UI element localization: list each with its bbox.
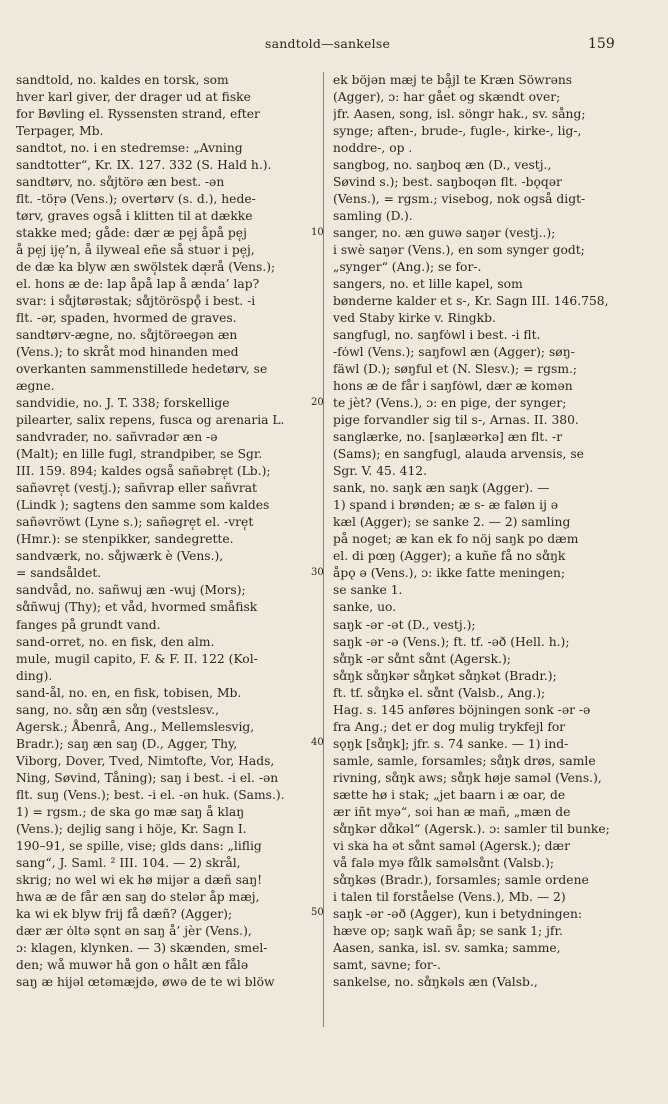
text-line: fäwl (D.); søŋful et (N. Slesv.); = rgsm.; xyxy=(333,362,578,377)
text-line: saŋk -ər -ət (D., vestj.); xyxy=(333,617,476,632)
text-line: fra Ang.; det er dog mulig trykfejl for xyxy=(333,719,566,734)
text-line: sanglærke, no. [saŋlæərkə] æn flt. -r xyxy=(333,430,563,445)
text-line: -fȯwl (Vens.); saŋfowl æn (Agger); søŋ- xyxy=(333,345,575,360)
text-line: sangers, no. et lille kapel, som xyxy=(333,277,523,292)
text-line: pige forvandler sig til s-, Arnas. II. 380. xyxy=(333,413,579,428)
left-column xyxy=(16,72,314,991)
text-line: hæve op; saŋk wañ åp; se sank 1; jfr. xyxy=(333,923,563,938)
text-line: sandtørv, no. sɑ̊jtörə æn best. -ən xyxy=(16,175,225,190)
text-line: sanke, uo. xyxy=(333,600,397,615)
text-line: sañəvre̜t (vestj.); sañvrap eller sañvrat xyxy=(16,481,258,496)
text-line: sank, no. saŋk æn saŋk (Agger). — xyxy=(333,481,550,496)
text-line: stakke med; gåde: dær æ pe̜j åpå pe̜j xyxy=(16,226,247,241)
text-line: sɑ̊ŋk sɑ̊ŋkər sɑ̊ŋkət sɑ̊ŋkət (Bradr.); xyxy=(333,668,557,683)
text-line: ft. tf. sɑ̊ŋkə el. sɑ̊nt (Valsb., Ang.); xyxy=(333,685,546,700)
text-line: 1) spand i brønden; æ s- æ faløn ij ə xyxy=(333,498,559,513)
text-line: Ning, Søvind, Tåning); saŋ i best. -i el. -ən xyxy=(16,770,279,785)
text-line: III. 159. 894; kaldes også sañəbre̜t (Lb.); xyxy=(16,464,271,479)
text-line: sætte hø i stak; „jet baarn i æ oar, de xyxy=(333,787,566,802)
text-line: sɑ̊ŋkǝs (Bradr.), forsamles; samle ordene xyxy=(333,872,589,887)
text-line: ding). xyxy=(16,668,53,683)
text-line: sandtot, no. i en stedremse: „Avning xyxy=(16,141,243,156)
text-line: sanger, no. æn guwə saŋər (vestj..); xyxy=(333,226,556,241)
text-line: sɑ̊ñwuj (Thy); et våd, hvormed småfisk xyxy=(16,600,258,615)
text-line: el. hons æ de: lap åpå lap å ænda’ lap? xyxy=(16,277,260,292)
text-line: å pe̜j ije̜’n, å ilyweal eñe så stuər i pe̜j, xyxy=(16,243,255,258)
text-line: ved Staby kirke v. Ringkb. xyxy=(333,311,496,326)
text-line: sañəvröwt (Lyne s.); sañəgre̜t el. -vre̜t xyxy=(16,515,254,530)
text-line: se sanke 1. xyxy=(333,583,403,598)
text-line: (Agger), ɔ: har gået og skændt over; xyxy=(333,90,561,105)
text-line: i talen til forståelse (Vens.), Mb. — 2) xyxy=(333,889,566,904)
text-line: Sgr. V. 45. 412. xyxy=(333,464,428,479)
text-line: sand-orret, no. en fisk, den alm. xyxy=(16,634,215,649)
line-number: 20 xyxy=(311,397,324,408)
text-line: sangfugl, no. saŋfȯwl i best. -i flt. xyxy=(333,328,541,343)
text-line: sang, no. sɑ̊ŋ æn sɑ̊ŋ (vestslesv., xyxy=(16,702,219,717)
text-line: ɔ: klagen, klynken. — 3) skænden, smel- xyxy=(16,940,268,955)
text-line: åpǫ ə (Vens.), ɔ: ikke fatte meningen; xyxy=(333,566,566,581)
text-line: sangbog, no. saŋboq æn (D., vestj., xyxy=(333,158,552,173)
text-line: sand-ål, no. en, en fisk, tobisen, Mb. xyxy=(16,685,242,700)
text-line: sankelse, no. sɑ̊ŋkǝls æn (Valsb., xyxy=(333,974,538,989)
text-line: sandvidie, no. J. T. 338; forskellige xyxy=(16,396,230,411)
text-line: sandvåd, no. sañwuj æn -wuj (Mors); xyxy=(16,583,246,598)
text-line: fanges på grundt vand. xyxy=(16,617,161,632)
text-line: skrig; no wel wi ek hø mijər a dæñ saŋ! xyxy=(16,872,263,887)
text-line: vi ska ha ǝt sɑ̊nt samǝl (Agersk.); dær xyxy=(333,838,570,853)
text-line: sandtotter“, Kr. IX. 127. 332 (S. Hald h.). xyxy=(16,158,272,173)
text-line: dær ær ȯltə sǫnt ən saŋ å’ jèr (Vens.), xyxy=(16,923,252,938)
text-line: Hag. s. 145 anføres böjningen sonk -ər -ə xyxy=(333,702,591,717)
text-line: noddre-, op . xyxy=(333,141,413,156)
text-line: samt, savne; for-. xyxy=(333,957,441,972)
text-line: (Vens.), = rgsm.; visebog, nok også digt- xyxy=(333,192,586,207)
text-line: samle, samle, forsamles; sɑ̊ŋk drøs, samle xyxy=(333,753,596,768)
running-header xyxy=(0,36,668,56)
text-line: saŋ æ hijəl œtəmæjdə, øwə de te wi blöw xyxy=(16,974,275,989)
text-line: Bradr.); saŋ æn saŋ (D., Agger, Thy, xyxy=(16,736,238,751)
text-line: saŋk -ər -əð (Agger), kun i betydningen: xyxy=(333,906,583,921)
text-line: ka wi ek blyw frij få dæñ? (Agger); xyxy=(16,906,233,921)
text-line: ær iñt myə“, soi han æ mañ, „mæn de xyxy=(333,804,571,819)
text-line: ek böjən mæj te bå̜jl te Kræn Söwrəns xyxy=(333,73,573,87)
text-line: flt. -ər, spaden, hvormed de graves. xyxy=(16,311,237,326)
running-title: sandtold—sankelse xyxy=(265,36,391,51)
text-line: Agersk.; Åbenrå, Ang., Mellemslesvig, xyxy=(16,719,255,734)
text-line: sandtold, no. kaldes en torsk, som xyxy=(16,73,229,87)
text-line: bønderne kalder et s-, Kr. Sagn III. 146.758, xyxy=(333,294,609,309)
text-line: (Vens.); to skråt mod hinanden med xyxy=(16,345,239,360)
line-number: 40 xyxy=(311,737,324,748)
text-line: sɑ̊ŋkər dɑ̊kǝl“ (Agersk.). ɔ: samler til bunke; xyxy=(333,821,610,836)
text-line: (Malt); en lille fugl, strandpiber, se Sgr. xyxy=(16,447,263,462)
text-line: sandtørv-ægne, no. sɑ̊jtörəeɡən æn xyxy=(16,328,238,343)
line-number: 30 xyxy=(311,567,324,578)
text-line: te jèt? (Vens.), ɔ: en pige, der synger; xyxy=(333,396,567,411)
text-line: flt. -töṛə (Vens.); overtørv (s. d.), hede- xyxy=(16,192,256,207)
text-line: hons æ de får i saŋfȯwl, dær æ komən xyxy=(333,379,573,394)
text-line: flt. suŋ (Vens.); best. -i el. -ən huk. (Sams.). xyxy=(16,787,285,802)
text-line: (Sams); en sangfugl, alauda arvensis, se xyxy=(333,447,584,462)
text-line: = sandsåldet. xyxy=(16,566,102,581)
text-line: hwa æ de får æn saŋ do stelər åp mæj, xyxy=(16,889,260,904)
text-line: hver karl giver, der drager ud at fiske xyxy=(16,90,251,105)
text-line: kæl (Agger); se sanke 2. — 2) samling xyxy=(333,515,571,530)
text-line: sandværk, no. sɑ̊jwærk è (Vens.), xyxy=(16,549,224,564)
right-column xyxy=(333,72,639,991)
text-line: i swè saŋər (Vens.), en som synger godt; xyxy=(333,243,585,258)
text-line: tørv, graves også i klitten til at dække xyxy=(16,209,253,224)
text-line: (Hmr.): se stenpikker, sandegrette. xyxy=(16,532,234,547)
text-line: Søvind s.); best. saŋboqən flt. -bǫqər xyxy=(333,175,562,190)
text-line: sǫŋk [sɑ̊ŋk]; jfr. s. 74 sanke. — 1) ind- xyxy=(333,736,569,751)
text-line: ægne. xyxy=(16,379,55,394)
page-number: 159 xyxy=(588,36,615,52)
text-line: saŋk -ər -ə (Vens.); ft. tf. -əð (Hell. h.); xyxy=(333,634,570,649)
text-line: den; wå muwər hå gon o hålt æn fålə xyxy=(16,957,249,972)
text-line: el. di pœŋ (Agger); a kuñe få no sɑ̊ŋk xyxy=(333,549,566,564)
text-line: Viborg, Dover, Tved, Nimtofte, Vor, Hads, xyxy=(16,753,275,768)
line-number: 50 xyxy=(311,907,324,918)
text-line: sɑ̊ŋk -ər sɑ̊nt sɑ̊nt (Agersk.); xyxy=(333,651,511,666)
text-line: på noget; æ kan ek fo nöj saŋk po dæm xyxy=(333,532,579,547)
text-line: overkanten sammenstillede hedetørv, se xyxy=(16,362,268,377)
text-line: samling (D.). xyxy=(333,209,413,224)
text-line: (Vens.); dejlig sang i höje, Kr. Sagn I. xyxy=(16,821,247,836)
text-line: 190–91, se spille, vise; glds dans: „liflig xyxy=(16,838,262,853)
text-line: pilearter, salix repens, fusca og arenaria L. xyxy=(16,413,285,428)
text-line: Aasen, sanka, isl. sv. samka; samme, xyxy=(333,940,561,955)
text-line: svar: i sɑ̊jtørəstak; sɑ̊jtöröspǫ̊ i best. -i xyxy=(16,294,256,309)
text-line: rivning, sɑ̊ŋk aws; sɑ̊ŋk høje samǝl (Vens.), xyxy=(333,770,602,785)
column-divider xyxy=(323,72,324,1027)
text-line: de dæ ka blyw æn swö̜lstek dæ̜rå (Vens.); xyxy=(16,260,276,275)
text-line: mule, mugil capito, F. & F. II. 122 (Kol- xyxy=(16,651,258,666)
text-line: 1) = rgsm.; de ska go mæ saŋ å klaŋ xyxy=(16,804,245,819)
text-line: sang“, J. Saml. ² III. 104. — 2) skrål, xyxy=(16,855,241,870)
text-line: vå falǝ myǝ fɑ̊lk samǝlsɑ̊nt (Valsb.); xyxy=(333,855,555,870)
text-line: jfr. Aasen, song, isl. söngr hak., sv. sång; xyxy=(333,107,586,122)
text-line: for Bøvling el. Ryssensten strand, efter xyxy=(16,107,260,122)
line-number: 10 xyxy=(311,227,324,238)
text-line: „synger“ (Ang.); se for-. xyxy=(333,260,482,275)
text-line: sandvrader, no. sañvradər æn -ə xyxy=(16,430,218,445)
text-line: synge; aften-, brude-, fugle-, kirke-, lig-, xyxy=(333,124,582,139)
text-line: (Lindk ); sagtens den samme som kaldes xyxy=(16,498,270,513)
text-line: Terpager, Mb. xyxy=(16,124,104,139)
